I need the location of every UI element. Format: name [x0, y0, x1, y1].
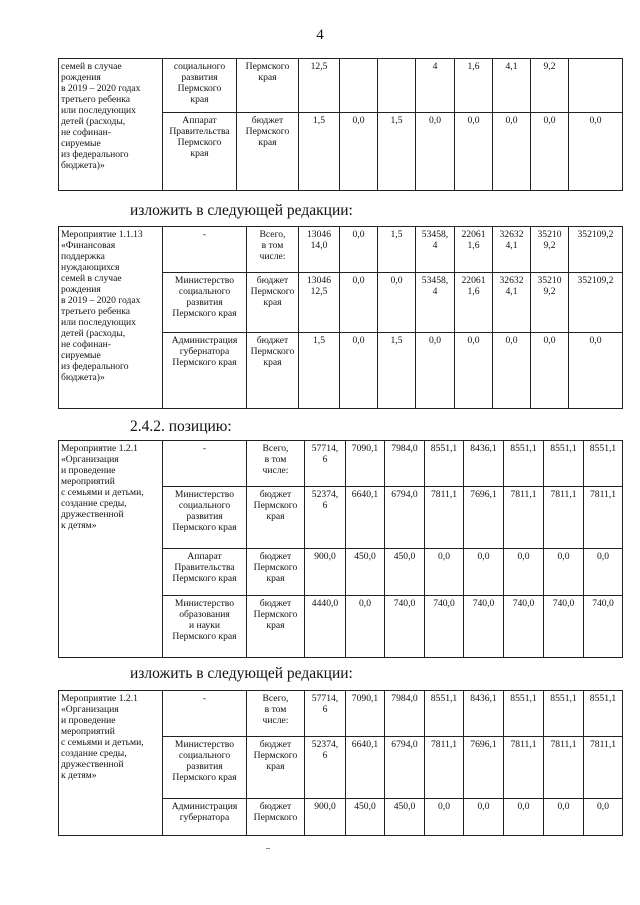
value-cell: 0,0	[378, 273, 416, 333]
value-cell: 0,0	[464, 799, 504, 836]
value-cell: 0,0	[504, 799, 544, 836]
value-cell: 0,0	[493, 113, 531, 191]
measure-name-cell: Мероприятие 1.2.1 «Организация и проведение мероприятий с семьями и детьми, создание среды, дружественной к детям»	[59, 441, 163, 658]
value-cell	[378, 59, 416, 113]
budget-table-4	[58, 690, 623, 836]
value-cell: 6640,1	[346, 737, 385, 799]
value-cell: 8551,1	[504, 691, 544, 737]
value-cell: 0,0	[425, 799, 464, 836]
value-cell: 7984,0	[385, 691, 425, 737]
table-row	[59, 441, 623, 487]
value-cell: 450,0	[346, 799, 385, 836]
value-cell: 740,0	[544, 596, 584, 658]
value-cell: 53458, 4	[416, 227, 455, 273]
value-cell: 352109,2	[569, 227, 623, 273]
table-row	[59, 691, 623, 737]
value-cell: 740,0	[504, 596, 544, 658]
source-cell: Всего, в том числе:	[247, 441, 305, 487]
value-cell: 7696,1	[464, 737, 504, 799]
value-cell: 8436,1	[464, 441, 504, 487]
value-cell: 1,6	[455, 59, 493, 113]
value-cell: 6794,0	[385, 737, 425, 799]
executor-cell: Аппарат Правительства Пермского края	[163, 113, 237, 191]
value-cell: 1,5	[299, 113, 340, 191]
budget-table-3	[58, 440, 623, 658]
executor-cell: социального развития Пермского края	[163, 59, 237, 113]
value-cell: 52374, 6	[305, 737, 346, 799]
section-heading: 2.4.2. позицию:	[130, 418, 232, 435]
value-cell: 0,0	[346, 596, 385, 658]
value-cell: 740,0	[425, 596, 464, 658]
value-cell: 35210 9,2	[531, 273, 569, 333]
executor-cell: Администрация губернатора Пермского края	[163, 333, 247, 409]
source-cell: бюджет Пермского края	[237, 113, 299, 191]
value-cell: 900,0	[305, 549, 346, 596]
value-cell: 0,0	[464, 549, 504, 596]
value-cell: 13046 14,0	[299, 227, 340, 273]
section-heading: изложить в следующей редакции:	[130, 665, 353, 682]
source-cell: бюджет Пермского края	[247, 333, 299, 409]
value-cell: 0,0	[416, 333, 455, 409]
table-row	[59, 227, 623, 273]
value-cell: 7811,1	[584, 487, 623, 549]
value-cell: 53458, 4	[416, 273, 455, 333]
value-cell: 1,5	[378, 113, 416, 191]
value-cell: 0,0	[455, 333, 493, 409]
value-cell: 7811,1	[544, 487, 584, 549]
scan-artifact	[266, 848, 270, 849]
executor-cell: Министерство образования и науки Пермского края	[163, 596, 247, 658]
budget-table-1	[58, 58, 623, 191]
source-cell: бюджет Пермского края	[247, 487, 305, 549]
value-cell: 13046 12,5	[299, 273, 340, 333]
executor-cell: Аппарат Правительства Пермского края	[163, 549, 247, 596]
executor-cell: -	[163, 441, 247, 487]
value-cell: 32632 4,1	[493, 273, 531, 333]
table-row	[59, 59, 623, 113]
value-cell: 22061 1,6	[455, 227, 493, 273]
value-cell: 0,0	[584, 799, 623, 836]
value-cell: 0,0	[416, 113, 455, 191]
measure-name-cell: семей в случае рождения в 2019 – 2020 годах третьего ребенка или последующих детей (расходы, не софинан- сируемые из федерального бюджета)»	[59, 59, 163, 191]
value-cell: 7811,1	[504, 737, 544, 799]
value-cell: 0,0	[340, 113, 378, 191]
value-cell: 450,0	[346, 549, 385, 596]
value-cell: 0,0	[340, 227, 378, 273]
value-cell: 8436,1	[464, 691, 504, 737]
value-cell: 35210 9,2	[531, 227, 569, 273]
value-cell: 0,0	[544, 549, 584, 596]
value-cell: 7984,0	[385, 441, 425, 487]
value-cell: 7090,1	[346, 691, 385, 737]
value-cell: 4440,0	[305, 596, 346, 658]
value-cell: 8551,1	[544, 441, 584, 487]
section-heading: изложить в следующей редакции:	[130, 202, 353, 219]
executor-cell: Министерство социального развития Пермского края	[163, 737, 247, 799]
value-cell: 7811,1	[584, 737, 623, 799]
value-cell: 0,0	[584, 549, 623, 596]
value-cell: 7090,1	[346, 441, 385, 487]
value-cell: 12,5	[299, 59, 340, 113]
value-cell: 7811,1	[425, 737, 464, 799]
value-cell: 8551,1	[584, 691, 623, 737]
value-cell: 6794,0	[385, 487, 425, 549]
executor-cell: Министерство социального развития Пермского края	[163, 273, 247, 333]
source-cell: Пермского края	[237, 59, 299, 113]
value-cell: 8551,1	[544, 691, 584, 737]
source-cell: бюджет Пермского	[247, 799, 305, 836]
value-cell: 22061 1,6	[455, 273, 493, 333]
value-cell: 7811,1	[544, 737, 584, 799]
measure-name-cell: Мероприятие 1.2.1 «Организация и проведение мероприятий с семьями и детьми, создание среды, дружественной к детям»	[59, 691, 163, 836]
page-number: 4	[316, 27, 324, 43]
value-cell: 8551,1	[584, 441, 623, 487]
value-cell: 740,0	[584, 596, 623, 658]
value-cell: 352109,2	[569, 273, 623, 333]
value-cell: 57714, 6	[305, 691, 346, 737]
value-cell: 8551,1	[425, 441, 464, 487]
executor-cell: Министерство социального развития Пермского края	[163, 487, 247, 549]
value-cell: 7811,1	[504, 487, 544, 549]
value-cell: 0,0	[425, 549, 464, 596]
value-cell: 0,0	[340, 273, 378, 333]
value-cell: 740,0	[385, 596, 425, 658]
executor-cell: Администрация губернатора	[163, 799, 247, 836]
source-cell: Всего, в том числе:	[247, 691, 305, 737]
value-cell: 57714, 6	[305, 441, 346, 487]
value-cell: 0,0	[531, 113, 569, 191]
value-cell: 1,5	[299, 333, 340, 409]
executor-cell: -	[163, 691, 247, 737]
value-cell: 450,0	[385, 549, 425, 596]
source-cell: бюджет Пермского края	[247, 596, 305, 658]
value-cell: 450,0	[385, 799, 425, 836]
value-cell: 32632 4,1	[493, 227, 531, 273]
value-cell: 8551,1	[504, 441, 544, 487]
value-cell: 0,0	[340, 333, 378, 409]
source-cell: бюджет Пермского края	[247, 549, 305, 596]
value-cell: 0,0	[493, 333, 531, 409]
value-cell: 0,0	[569, 113, 623, 191]
source-cell: бюджет Пермского края	[247, 737, 305, 799]
value-cell: 8551,1	[425, 691, 464, 737]
value-cell	[340, 59, 378, 113]
budget-table-2	[58, 226, 623, 409]
value-cell: 6640,1	[346, 487, 385, 549]
value-cell: 740,0	[464, 596, 504, 658]
value-cell: 4,1	[493, 59, 531, 113]
value-cell: 0,0	[569, 333, 623, 409]
value-cell	[569, 59, 623, 113]
value-cell: 4	[416, 59, 455, 113]
value-cell: 0,0	[544, 799, 584, 836]
source-cell: Всего, в том числе:	[247, 227, 299, 273]
value-cell: 52374, 6	[305, 487, 346, 549]
value-cell: 0,0	[455, 113, 493, 191]
source-cell: бюджет Пермского края	[247, 273, 299, 333]
measure-name-cell: Мероприятие 1.1.13 «Финансовая поддержка нуждающихся семей в случае рождения в 2019 – 2020 годах третьего ребенка или последующих детей (расходы, не софинан- сируемые из федерального бюджета)»	[59, 227, 163, 409]
value-cell: 1,5	[378, 333, 416, 409]
value-cell: 7696,1	[464, 487, 504, 549]
value-cell: 9,2	[531, 59, 569, 113]
value-cell: 0,0	[504, 549, 544, 596]
value-cell: 900,0	[305, 799, 346, 836]
executor-cell: -	[163, 227, 247, 273]
value-cell: 1,5	[378, 227, 416, 273]
value-cell: 7811,1	[425, 487, 464, 549]
value-cell: 0,0	[531, 333, 569, 409]
